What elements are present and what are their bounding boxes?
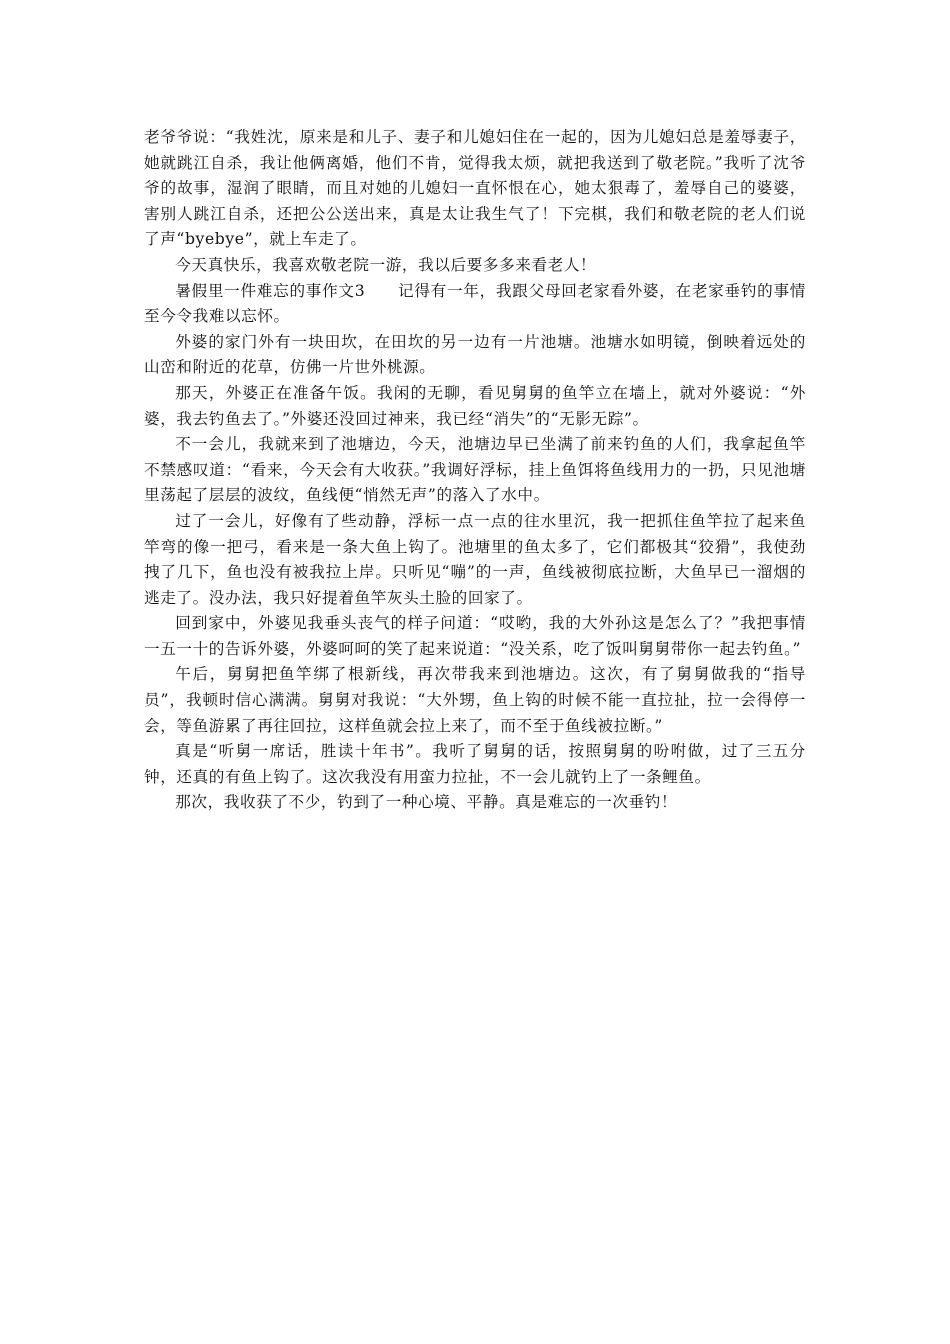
paragraph: 那天，外婆正在准备午饭。我闲的无聊，看见舅舅的鱼竿立在墙上，就对外婆说：“外婆，我去钓鱼去了。”外婆还没回过神来，我已经“消失”的“无影无踪”。 xyxy=(144,383,806,428)
paragraph: 不一会儿，我就来到了池塘边，今天，池塘边早已坐满了前来钓鱼的人们，我拿起鱼竿不禁感叹道：“看来，今天会有大收获。”我调好浮标，挂上鱼饵将鱼线用力的一扔，只见池塘里荡起了层层的波纹，鱼线便“悄然无声”的落入了水中。 xyxy=(144,435,806,505)
paragraph: 老爷爷说：“我姓沈，原来是和儿子、妻子和儿媳妇住在一起的，因为儿媳妇总是羞辱妻子，她就跳江自杀，我让他俩离婚，他们不肯，觉得我太烦，就把我送到了敬老院。”我听了沈爷爷的故事，湿润了眼睛，而且对她的儿媳妇一直怀恨在心，她太狠毒了，羞辱自己的婆婆，害别人跳江自杀，还把公公送出来，真是太让我生气了！下完棋，我们和敬老院的老人们说了声“byebye”，就上车走了。 xyxy=(144,128,806,249)
paragraph: 那次，我收获了不少，钓到了一种心境、平静。真是难忘的一次垂钓！ xyxy=(175,793,678,812)
paragraph: 暑假里一件难忘的事作文3 记得有一年，我跟父母回老家看外婆，在老家垂钓的事情至今令我难以忘怀。 xyxy=(144,281,806,326)
document-body xyxy=(144,125,806,816)
paragraph: 回到家中，外婆见我垂头丧气的样子问道：“哎哟，我的大外孙这是怎么了？”我把事情一五一十的告诉外婆，外婆呵呵的笑了起来说道：“没关系，吃了饭叫舅舅带你一起去钓鱼。” xyxy=(144,614,806,658)
paragraph: 过了一会儿，好像有了些动静，浮标一点一点的往水里沉，我一把抓住鱼竿拉了起来鱼竿弯的像一把弓，看来是一条大鱼上钩了。池塘里的鱼太多了，它们都极其“狡猾”，我使劲拽了几下，鱼也没有被我拉上岸。只听见“嘣”的一声，鱼线被彻底拉断，大鱼早已一溜烟的逃走了。没办法，我只好提着鱼竿灰头土脸的回家了。 xyxy=(144,511,806,607)
paragraph: 午后，舅舅把鱼竿绑了根新线，再次带我来到池塘边。这次，有了舅舅做我的“指导员”，我顿时信心满满。舅舅对我说：“大外甥，鱼上钩的时候不能一直拉扯，拉一会得停一会，等鱼游累了再往回拉，这样鱼就会拉上来了，而不至于鱼线被拉断。” xyxy=(144,665,806,735)
paragraph: 今天真快乐，我喜欢敬老院一游，我以后要多多来看老人！ xyxy=(175,255,597,274)
paragraph: 真是“听舅一席话，胜读十年书”。我听了舅舅的话，按照舅舅的吩咐做，过了三五分钟，还真的有鱼上钩了。这次我没有用蛮力拉扯，不一会儿就钓上了一条鲤鱼。 xyxy=(144,742,806,786)
paragraph: 外婆的家门外有一块田坎，在田坎的另一边有一片池塘。池塘水如明镜，倒映着远处的山峦和附近的花草，仿佛一片世外桃源。 xyxy=(144,332,806,377)
